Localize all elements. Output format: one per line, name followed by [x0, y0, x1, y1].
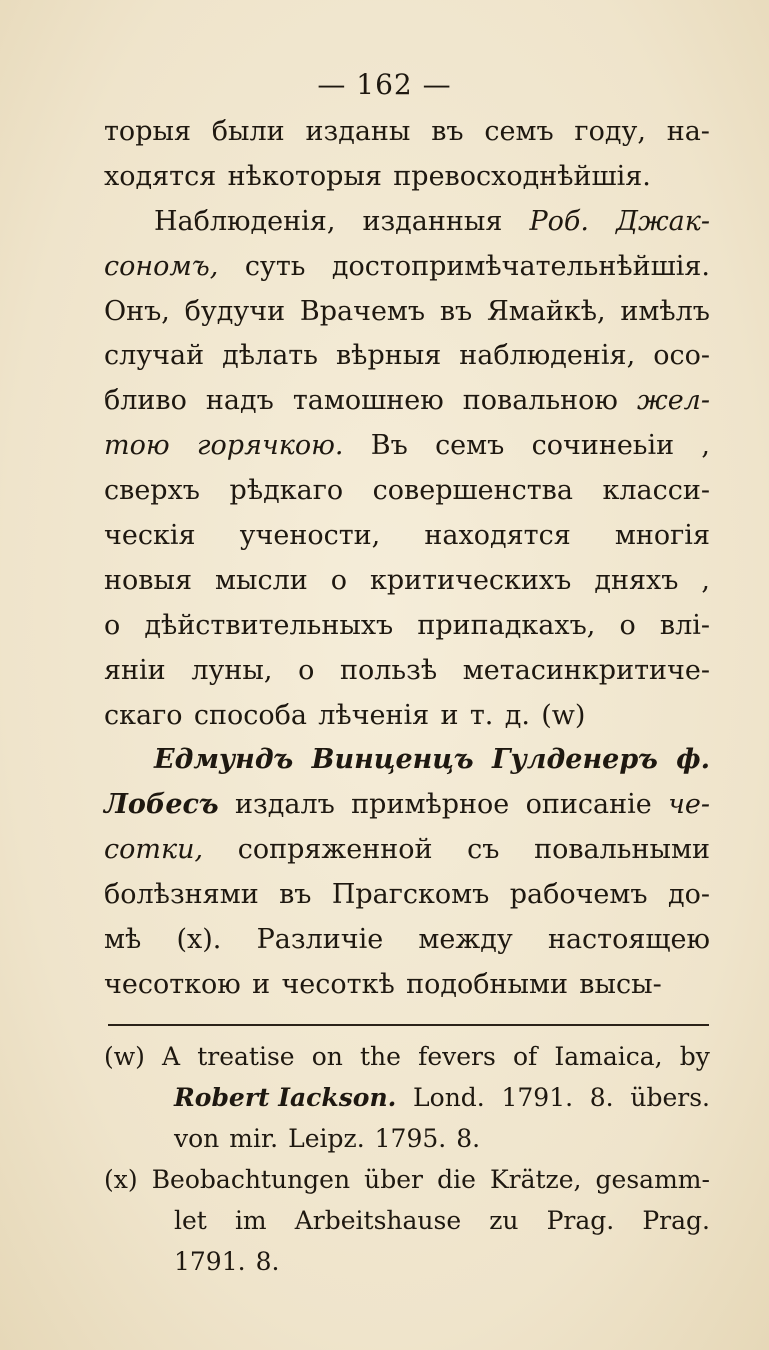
word: вѣрныя: [335, 340, 442, 372]
word: Beobachtungen: [151, 1165, 351, 1194]
footnote-divider: [108, 1024, 709, 1026]
word: дѣйствительныхъ: [144, 609, 394, 641]
word: въ: [431, 116, 464, 147]
word: of: [512, 1042, 538, 1071]
word: надъ: [205, 385, 274, 417]
word: gesamm-: [595, 1165, 710, 1194]
word: тамошнею: [292, 385, 444, 417]
word: Ямайкѣ,: [486, 295, 606, 327]
word: изданныя: [362, 205, 503, 237]
word: подобными: [406, 968, 568, 1000]
text-line: [104, 155, 710, 200]
word: имѣлъ: [620, 295, 710, 327]
text-line: [104, 110, 710, 155]
word: до-: [667, 879, 710, 911]
word: Prag.: [546, 1206, 615, 1235]
word: влі-: [659, 609, 710, 641]
word: бливо: [104, 385, 187, 417]
word: Arbeitshause: [294, 1206, 462, 1235]
word: находятся: [424, 520, 571, 552]
text-line: [104, 873, 710, 918]
word: Robert Iackson.: [174, 1083, 397, 1112]
word: die: [437, 1165, 476, 1194]
word: торыя: [104, 116, 191, 147]
word: сочинеьіи: [531, 430, 675, 462]
page-number: — 162 —: [317, 68, 452, 101]
word: новыя: [104, 564, 192, 596]
word: семъ: [435, 430, 505, 462]
word: въ: [279, 879, 312, 911]
word: by: [679, 1042, 710, 1071]
footnote-line: [104, 1241, 710, 1282]
word: Въ: [370, 430, 408, 462]
text-line: [104, 559, 710, 604]
word: мысли: [214, 564, 308, 596]
word: наблюденія,: [459, 340, 636, 372]
word: нѣкоторыя: [227, 160, 382, 192]
word: класси-: [602, 475, 710, 507]
text-line: [104, 649, 710, 694]
text-line: [104, 514, 710, 559]
word: über: [364, 1165, 424, 1194]
word: 8.: [456, 1124, 481, 1153]
word: о: [619, 609, 636, 641]
word: между: [418, 924, 513, 956]
word: Krätze,: [489, 1165, 582, 1194]
word: описаніе: [525, 789, 652, 821]
word: будучи: [184, 295, 286, 327]
word: рабочемъ: [509, 879, 648, 911]
footnotes: [104, 1036, 710, 1282]
text-line: [104, 694, 710, 739]
word: Прагскомъ: [331, 879, 490, 911]
word: и: [440, 699, 459, 731]
word: высы-: [579, 968, 662, 1000]
word: übers.: [630, 1083, 710, 1112]
word: издалъ: [235, 789, 335, 821]
text-line: [104, 424, 710, 469]
word: ческія: [104, 520, 196, 552]
word: сономъ,: [104, 250, 219, 282]
word: mir.: [229, 1124, 279, 1153]
word: Различіе: [256, 924, 384, 956]
text-line: [104, 245, 710, 290]
word: че-: [668, 789, 710, 821]
word: о: [104, 609, 121, 641]
word: достопримѣчательнѣйшія.: [331, 250, 710, 282]
word: повальными: [534, 834, 710, 866]
footnote-line: [104, 1159, 710, 1200]
word: были: [211, 116, 285, 147]
word: о: [298, 654, 315, 686]
word: 1791.: [174, 1247, 246, 1276]
word: рѣдкаго: [229, 475, 344, 507]
main-text: [104, 110, 710, 1008]
footnote-line: [104, 1200, 710, 1241]
word: на-: [666, 116, 710, 147]
word: Врачемъ: [299, 295, 426, 327]
word: съ: [467, 834, 500, 866]
footnote-marker: (x): [104, 1165, 138, 1194]
word: Лобесъ: [104, 789, 219, 821]
word: о: [330, 564, 348, 596]
word: сопряженной: [237, 834, 433, 866]
word: Винценцъ: [311, 744, 474, 776]
word: let: [174, 1206, 207, 1235]
word: Iamaica,: [554, 1042, 663, 1071]
text-line: [104, 783, 710, 828]
text-line: [104, 963, 710, 1008]
word: пользѣ: [340, 654, 438, 686]
word: т.: [469, 699, 494, 731]
word: 8.: [255, 1247, 280, 1276]
word: fevers: [418, 1042, 496, 1071]
footnote-line: [104, 1077, 710, 1118]
word: Leipz.: [288, 1124, 365, 1153]
word: Джак-: [616, 205, 710, 237]
word: Гулденеръ: [491, 744, 658, 776]
word: тою: [104, 430, 170, 462]
text-line: [104, 604, 710, 649]
word: ,: [701, 564, 710, 596]
word: луны,: [191, 654, 273, 686]
word: превосходнѣйшія.: [393, 160, 651, 192]
word: осо-: [653, 340, 710, 372]
word: Lond.: [413, 1083, 485, 1112]
word: Prag.: [642, 1206, 710, 1235]
word: настоящею: [547, 924, 710, 956]
word: чесоткою: [104, 968, 241, 1000]
text-line: [104, 379, 710, 424]
word: Наблюденія,: [154, 205, 336, 237]
word: семъ: [484, 116, 554, 147]
word: дняхъ: [594, 564, 679, 596]
word: совершенства: [372, 475, 573, 507]
word: яніи: [104, 654, 166, 686]
word: 1795.: [374, 1124, 447, 1153]
footnote-line: [104, 1036, 710, 1077]
word: дѣлать: [222, 340, 318, 372]
word: (х).: [176, 924, 222, 956]
word: treatise: [197, 1042, 295, 1071]
word: мѣ: [104, 924, 142, 956]
word: метасинкритиче-: [462, 654, 710, 686]
word: болѣзнями: [104, 879, 259, 911]
word: припадкахъ,: [417, 609, 596, 641]
word: im: [234, 1206, 267, 1235]
word: von: [174, 1124, 220, 1153]
word: д.: [504, 699, 530, 731]
word: примѣрное: [351, 789, 510, 821]
word: способа: [193, 699, 307, 731]
word: изданы: [305, 116, 411, 147]
text-line: [104, 334, 710, 379]
text-line: [104, 828, 710, 873]
word: скаго: [104, 699, 183, 731]
word: ф.: [676, 744, 710, 776]
text-line: [104, 200, 710, 245]
word: учености,: [239, 520, 381, 552]
word: 1791.: [501, 1083, 574, 1112]
word: 8.: [589, 1083, 614, 1112]
word: ходятся: [104, 160, 217, 192]
word: сверхъ: [104, 475, 200, 507]
word: чесоткѣ: [281, 968, 395, 1000]
word: A: [162, 1042, 181, 1071]
footnote-marker: (w): [104, 1042, 145, 1071]
word: on: [311, 1042, 343, 1071]
text-line: [104, 738, 710, 783]
word: лѣченія: [318, 699, 430, 731]
footnote: [104, 1159, 710, 1282]
word: (w): [541, 699, 586, 731]
word: сотки,: [104, 834, 204, 866]
word: году,: [574, 116, 646, 147]
word: Едмундъ: [154, 744, 294, 776]
text-line: [104, 918, 710, 963]
word: ,: [701, 430, 710, 462]
word: Роб.: [529, 205, 589, 237]
footnote: [104, 1036, 710, 1159]
text-line: [104, 469, 710, 514]
word: горячкою.: [196, 430, 344, 462]
word: и: [252, 968, 271, 1000]
word: случай: [104, 340, 205, 372]
word: многія: [614, 520, 710, 552]
footnote-line: [104, 1118, 710, 1159]
word: zu: [489, 1206, 519, 1235]
text-line: [104, 290, 710, 335]
word: повальною: [462, 385, 618, 417]
word: въ: [439, 295, 473, 327]
word: Онъ,: [104, 295, 170, 327]
word: the: [360, 1042, 401, 1071]
word: критическихъ: [370, 564, 572, 596]
word: жел-: [637, 385, 710, 417]
word: суть: [244, 250, 306, 282]
